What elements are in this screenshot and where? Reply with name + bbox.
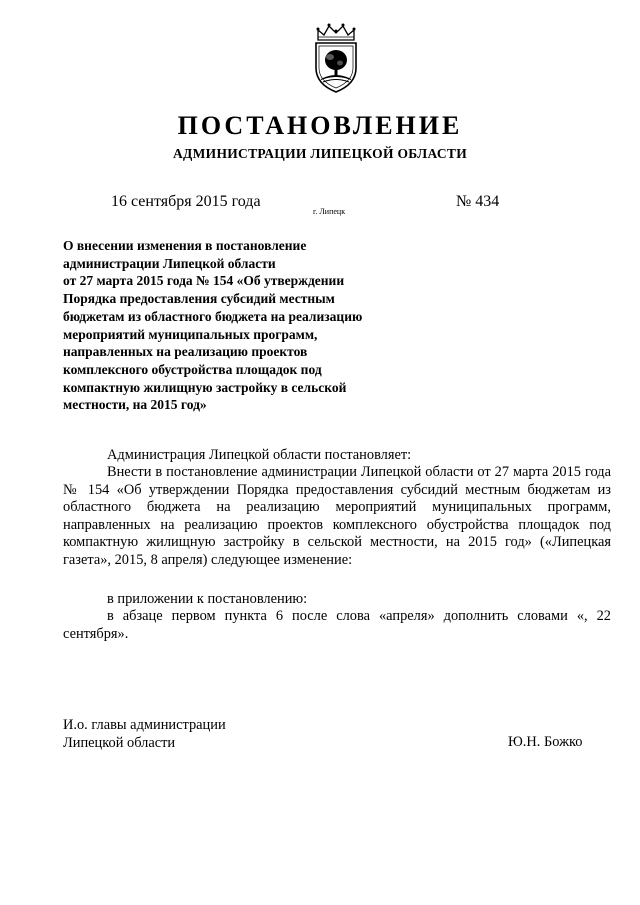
document-subject — [63, 237, 423, 414]
signatory-position — [63, 717, 226, 752]
subject-line: компактную жилищную застройку в сельской — [63, 379, 347, 395]
document-subtitle: АДМИНИСТРАЦИИ ЛИПЕЦКОЙ ОБЛАСТИ — [172, 146, 468, 161]
lipetsk-coat-of-arms-emblem — [310, 22, 362, 94]
subject-line: Порядка предоставления субсидий местным — [63, 291, 335, 307]
body-paragraph: в приложении к постановлению: — [107, 591, 308, 607]
document-city: г. Липецк — [313, 207, 346, 216]
subject-line: направленных на реализацию проектов — [63, 344, 308, 360]
subject-line: мероприятий муниципальных программ, — [63, 326, 318, 342]
subject-line: от 27 марта 2015 года № 154 «Об утверждении — [63, 273, 345, 289]
signatory-position-line: Липецкой области — [63, 734, 176, 751]
document-number: № 434 — [456, 193, 500, 210]
document-title: ПОСТАНОВЛЕНИЕ — [177, 111, 463, 140]
signatory-position-line: И.о. главы администрации — [63, 717, 226, 733]
body-paragraph: в абзаце первом пункта 6 после слова «апреля» дополнить словами «, 22 сентября». — [63, 608, 611, 642]
resolution-intro: Администрация Липецкой области постановляет: — [107, 447, 412, 463]
subject-line: бюджетам из областного бюджета на реализацию — [63, 308, 363, 324]
subject-line: администрации Липецкой области — [63, 255, 276, 271]
signatory-name: Ю.Н. Божко — [508, 734, 583, 750]
subject-line: О внесении изменения в постановление — [63, 238, 307, 253]
body-paragraph: Внести в постановление администрации Липецкой области от 27 марта 2015 года № 154 «Об утверждении Порядка предоставления субсидий местным бюджетам из областного бюджета на реализацию мероприятий муниципальных программ, направленных на реализацию проектов комплексного обустройства площадок под компактную жилищную застройку в сельской местности, на 2015 год» («Липецкая газета», 2015, 8 апреля) следующее изменение: — [63, 464, 611, 568]
subject-line: комплексного обустройства площадок под — [63, 361, 322, 377]
document-date: 16 сентября 2015 года — [111, 193, 261, 210]
subject-line: местности, на 2015 год» — [63, 397, 207, 413]
